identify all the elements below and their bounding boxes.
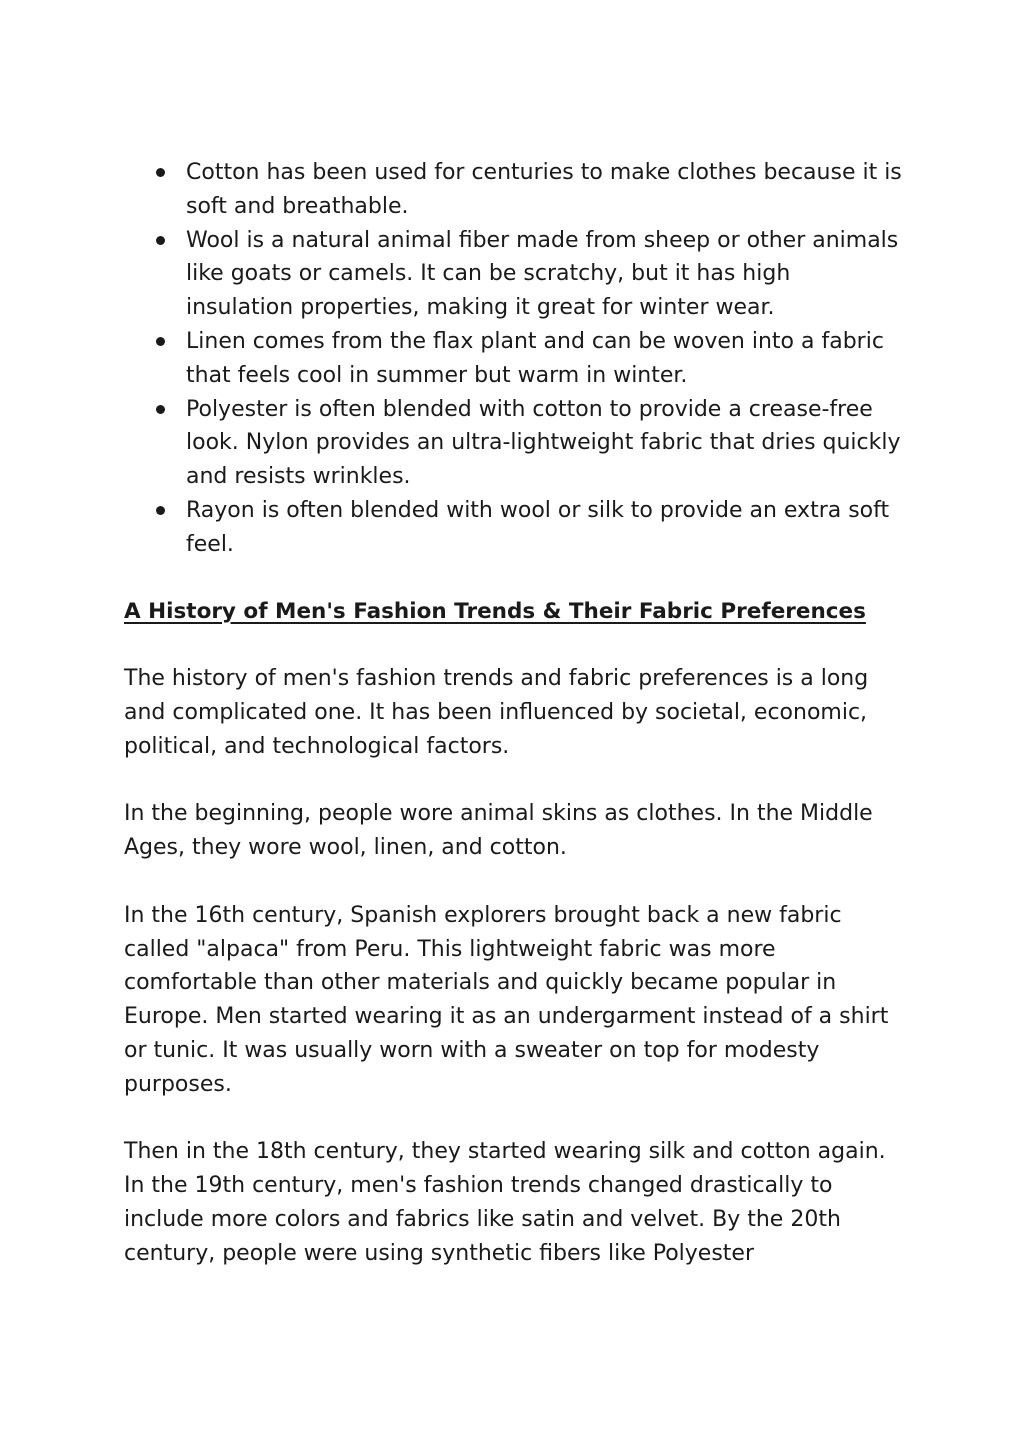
fabric-bullet-list (124, 156, 904, 562)
list-item-text: Linen comes from the flax plant and can be woven into a fabric that feels cool in summer but warm in winter. (186, 328, 884, 388)
list-item (124, 325, 904, 393)
bullet-icon (156, 337, 165, 346)
paragraph-intro: The history of men's fashion trends and fabric preferences is a long and complicated one. It has been influenced by societal, economic, political, and technological factors. (124, 666, 869, 759)
document-content (124, 156, 904, 1271)
bullet-icon (156, 236, 165, 245)
section-heading: A History of Men's Fashion Trends & Their Fabric Preferences (124, 598, 866, 624)
paragraph-beginning: In the beginning, people wore animal skins as clothes. In the Middle Ages, they wore wool, linen, and cotton. (124, 801, 873, 861)
list-item-text: Polyester is often blended with cotton to provide a crease-free look. Nylon provides an ultra-lightweight fabric that dries quickly and resists wrinkles. (186, 396, 901, 490)
list-item (124, 393, 904, 494)
list-item (124, 156, 904, 224)
bullet-icon (156, 168, 165, 177)
paragraph-19th-century: In the 19th century, men's fashion trends changed drastically to include more colors and fabrics like satin and velvet. By the 20th century, people were using synthetic fibers like Polyester (124, 1173, 841, 1266)
bullet-icon (156, 506, 165, 515)
list-item (124, 224, 904, 325)
list-item-text: Cotton has been used for centuries to make clothes because it is soft and breathable. (186, 160, 902, 219)
paragraph-18th-century: Then in the 18th century, they started wearing silk and cotton again. (124, 1139, 886, 1165)
list-item-text: Wool is a natural animal fiber made from sheep or other animals like goats or camels. It can be scratchy, but it has high insulation properties, making it great for winter wear. (186, 227, 899, 321)
list-item-text: Rayon is often blended with wool or silk to provide an extra soft feel. (186, 497, 890, 557)
bullet-icon (156, 405, 165, 414)
list-item (124, 494, 904, 562)
paragraph-16th-century: In the 16th century, Spanish explorers brought back a new fabric called "alpaca" from Peru. This lightweight fabric was more comfortable than other materials and quickly became popular in Europe. Men started wearing it as an undergarment instead of a shirt or tunic. It was usually worn with a sweater on top for modesty purposes. (124, 902, 889, 1097)
